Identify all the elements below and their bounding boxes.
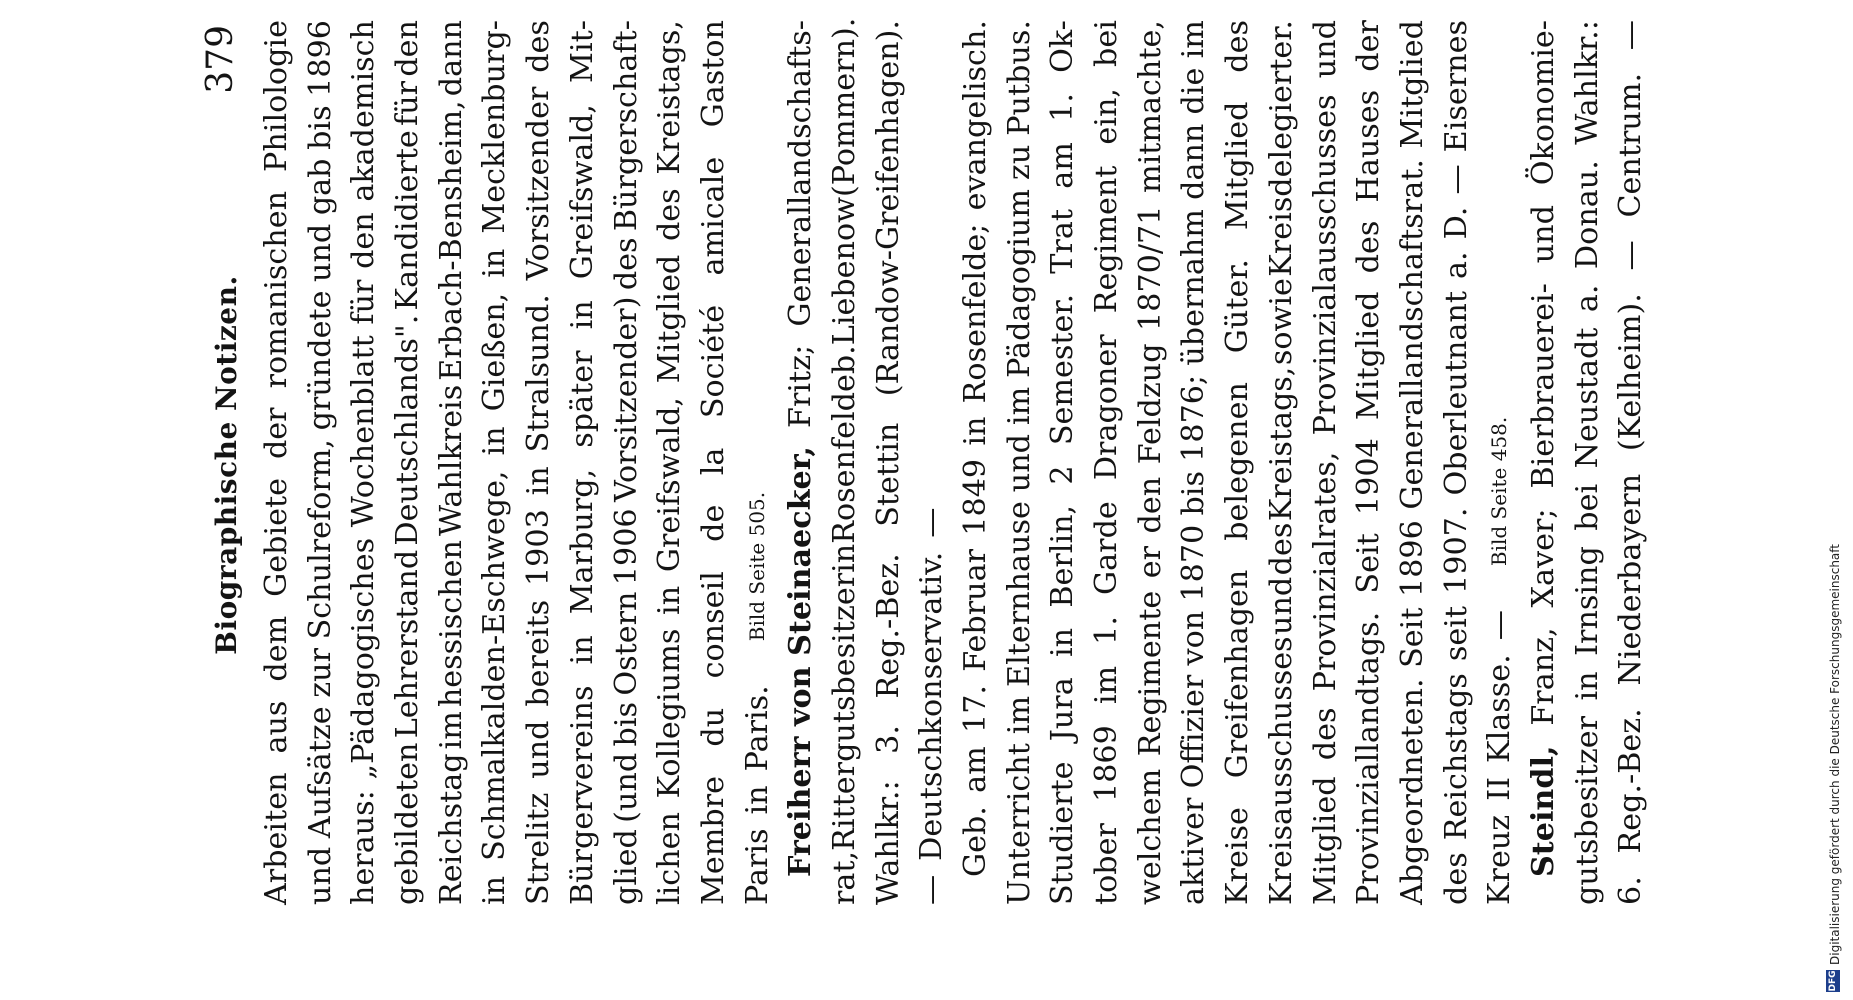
word: Mitglied [1394, 20, 1430, 149]
word: bei [1089, 20, 1125, 67]
word: Garde [1089, 501, 1125, 595]
word: Kreuz [1482, 814, 1518, 905]
word: für [346, 279, 382, 325]
word: Abgeordneten. [1394, 678, 1430, 905]
word: 1904 [1351, 438, 1387, 516]
text-line [1172, 20, 1216, 905]
word: a. [1569, 284, 1605, 313]
word: glied [608, 829, 644, 905]
word: Eisernes [1438, 20, 1474, 153]
word: gebildeten [390, 742, 426, 905]
word: sowie [1263, 278, 1299, 366]
word: akademisch [346, 20, 382, 202]
word: und [1263, 576, 1299, 635]
word: Gießen, [477, 292, 513, 412]
word: Regimente [1132, 590, 1168, 757]
word: evangelisch. [958, 20, 993, 211]
word: Bürgervereins [564, 685, 600, 905]
word: gutsbesitzer [1569, 715, 1605, 905]
word: 1906 [608, 508, 644, 586]
word: und [1001, 434, 1037, 493]
word: Kreisdelegierter. [1263, 20, 1299, 277]
word: in [739, 785, 775, 815]
text-line [692, 20, 736, 905]
word: amicale [695, 156, 731, 276]
word: Erbach-Bensheim, [433, 100, 469, 381]
word: Deutschkonservativ. [914, 551, 950, 861]
word: Generallandschaftsrat. [1394, 159, 1430, 510]
text-line [517, 20, 561, 905]
word: Provinzialausschusses [1307, 94, 1343, 436]
word: — [1482, 610, 1518, 641]
word: a. [1438, 251, 1474, 279]
word: in [652, 585, 688, 615]
body-text [255, 17, 1653, 905]
word: des [608, 237, 644, 291]
word: Marburg, [564, 468, 600, 615]
word: la [695, 447, 731, 476]
word: Mitglied [652, 254, 688, 384]
word: Société [695, 304, 731, 419]
word: Mit- [564, 20, 600, 83]
word: Paris [739, 828, 775, 905]
word: Kreise [1220, 807, 1256, 905]
word: Greifswald, [564, 104, 600, 280]
word: den [346, 212, 382, 269]
word: Güter. [1220, 258, 1256, 354]
word: in [564, 300, 600, 330]
word: des [1351, 220, 1387, 274]
word: übernahm [1176, 209, 1212, 366]
word: (und [608, 752, 644, 823]
word: Pädagogium [1001, 189, 1037, 378]
text-line [1129, 20, 1173, 905]
word: bis [1176, 471, 1212, 516]
word: II [1482, 776, 1518, 801]
word: Kandidierte [390, 130, 426, 311]
word: — [914, 507, 950, 538]
text-line [255, 20, 299, 905]
digitization-note [1822, 0, 1853, 1000]
word: „Pädagogisches [346, 537, 382, 780]
word: Paris. [739, 685, 775, 772]
text-line [648, 20, 692, 905]
word: Greifswald, [652, 396, 688, 573]
word: Schulreform, [302, 438, 338, 640]
word: Dragoner [1089, 334, 1125, 481]
word: in [564, 635, 600, 665]
word: in [826, 543, 862, 573]
word: Berlin, [1045, 504, 1081, 608]
word: in [477, 248, 513, 278]
word: dann [1176, 123, 1212, 200]
word: belegenen [1220, 382, 1256, 541]
word: Februar [958, 548, 993, 672]
word: ein, [1089, 88, 1125, 145]
word: 1896 [1394, 520, 1430, 597]
word: Ostern [608, 591, 644, 696]
word: Aufsätze [302, 706, 338, 839]
word: Elternhause [1001, 501, 1037, 687]
word: 1. [1045, 93, 1081, 122]
word: bei [1569, 483, 1605, 531]
word: im [1001, 386, 1037, 426]
word: Kreistags, [652, 20, 688, 175]
word: tober [1089, 823, 1125, 905]
word: Gebiete [259, 477, 294, 597]
text-line [473, 20, 517, 905]
text-line [386, 20, 430, 905]
word: des [1438, 852, 1474, 905]
word: Deutschlands". [390, 314, 426, 546]
word: zur [302, 648, 338, 698]
text-line [1041, 20, 1085, 905]
word: in [477, 875, 513, 905]
text-line [430, 20, 474, 905]
word: heraus: [346, 790, 382, 905]
word: in [521, 466, 557, 496]
word: Gaston [695, 20, 731, 128]
word: (Randow-Greifenhagen). [870, 20, 906, 397]
word: des [652, 188, 688, 242]
word: bereits [521, 599, 557, 707]
word: Neustadt [1569, 327, 1605, 469]
word: gab [302, 158, 338, 216]
word: er [1132, 545, 1168, 579]
text-line [736, 20, 780, 905]
word: der [259, 407, 294, 460]
text-line [867, 20, 911, 905]
word: (Pommern). [826, 17, 862, 197]
word: des [1307, 707, 1343, 761]
word: Membre [695, 775, 731, 905]
word: in [1569, 671, 1605, 701]
page-header [200, 25, 260, 905]
word: aus [259, 700, 294, 754]
word: Liebenow [826, 197, 862, 346]
word: Feldzug [1132, 343, 1168, 465]
word: Franz, [1525, 627, 1561, 726]
word: Hauses [1351, 89, 1387, 203]
word: Wahlkr.: [1569, 20, 1605, 145]
text-line [823, 17, 867, 905]
word: Reichstags [1438, 673, 1474, 841]
word: Stettin [870, 422, 906, 527]
word: Ökonomie- [1525, 20, 1561, 186]
text-line [1609, 20, 1653, 905]
word: Arbeiten [259, 772, 294, 905]
word: bis [608, 702, 644, 747]
word: Irnsing [1569, 546, 1605, 656]
word: dann [433, 20, 469, 97]
word: Rosenfelde; [958, 223, 993, 404]
word: Mitglied [1220, 101, 1256, 231]
word: 1876; [1176, 374, 1212, 462]
text-line [605, 20, 649, 905]
word: Xaver; [1525, 508, 1561, 608]
word: 1. [1089, 616, 1125, 645]
word: Philologie [259, 20, 294, 172]
word: 1907. [1438, 507, 1474, 594]
word: — [1438, 164, 1474, 195]
word: Freiherr von Steinaecker, [783, 446, 819, 877]
text-line [299, 20, 343, 905]
word: Geb. [958, 806, 993, 877]
word: Studierte [1045, 761, 1081, 905]
word: des [521, 20, 557, 73]
word: — [1613, 20, 1649, 51]
word: Centrum. [1613, 72, 1649, 218]
word: Stralsund. [521, 294, 557, 453]
word: Fritz; [783, 344, 819, 428]
word: und [521, 720, 557, 779]
word: Bierbrauerei- [1525, 283, 1561, 489]
text-line [910, 20, 954, 905]
word: Klasse. [1482, 654, 1518, 763]
word: und [302, 846, 338, 905]
word: Reichstag [433, 753, 469, 905]
text-line [1347, 20, 1391, 905]
word: und [1525, 205, 1561, 264]
word: lichen [652, 812, 688, 905]
word: Vorsitzender) [608, 296, 644, 503]
text-line [1478, 20, 1522, 905]
word: Ok- [1045, 20, 1081, 73]
word: von [1176, 610, 1212, 666]
word: den [1132, 476, 1168, 534]
word: im [1176, 20, 1212, 59]
word: mitmachte, [1132, 20, 1168, 194]
word: in [1045, 627, 1081, 658]
word: — [1613, 240, 1649, 271]
word: Seit [1394, 607, 1430, 668]
dfg-logo: DFG [1828, 970, 1838, 992]
word: b. [826, 345, 862, 375]
digitization-note-text: Digitalisierung gefördert durch die Deutsche Forschungsgemeinschaft [1828, 543, 1842, 965]
word: Putbus. [1001, 20, 1037, 136]
word: Donau. [1569, 160, 1605, 270]
word: Offizier [1176, 674, 1212, 789]
word: Provinziallandtags. [1351, 611, 1387, 905]
word: Mitglied [1351, 291, 1387, 421]
word: Rosenfelde [826, 374, 862, 544]
word: Unterricht [1001, 743, 1037, 905]
word: Generallandschafts- [783, 20, 819, 327]
word: du [695, 707, 731, 747]
word: dem [259, 615, 294, 682]
word: seit [1438, 606, 1474, 662]
word: Jura [1045, 677, 1081, 742]
word: Kollegiums [652, 628, 688, 799]
word: den [390, 20, 426, 77]
word: D. [1438, 206, 1474, 240]
text-line [779, 20, 823, 905]
word: bis [302, 105, 338, 150]
word: für [390, 80, 426, 126]
word: conseil [695, 571, 731, 679]
word: — [914, 874, 950, 905]
word: in [958, 416, 993, 446]
word: Provinzialrates, [1307, 451, 1343, 692]
word: rat, [826, 850, 862, 905]
word: 1903 [521, 509, 557, 587]
text-line [561, 20, 605, 905]
word: Reg.-Bez. [1613, 708, 1649, 854]
word: Bürgerschaft- [608, 20, 644, 232]
word: 1870/71 [1132, 205, 1168, 331]
word: 1849 [958, 458, 993, 536]
text-line [954, 20, 998, 905]
word: romanischen [259, 190, 294, 389]
text-line [1435, 20, 1479, 905]
word: am [1045, 142, 1081, 189]
word: Oberleutnant [1438, 291, 1474, 496]
word: 6. [1613, 876, 1649, 905]
word: gründete [302, 290, 338, 431]
word: zu [1001, 144, 1037, 181]
word: Lehrerstand [390, 549, 426, 739]
word: 1870 [1176, 524, 1212, 602]
word: 17. [958, 684, 993, 733]
word: im [433, 711, 469, 750]
word: des [1220, 20, 1256, 73]
word: 2 [1045, 465, 1081, 485]
image-reference: Bild Seite 458. [1487, 416, 1512, 567]
word: Schmalkalden-Eschwege, [477, 470, 513, 861]
word: Greifenhagen [1220, 569, 1256, 779]
word: 3. [870, 725, 906, 754]
word: die [1176, 67, 1212, 115]
word: welchem [1132, 768, 1168, 905]
word: Trat [1045, 208, 1081, 274]
text-line [1522, 20, 1566, 905]
word: Wahlkreis [433, 384, 469, 537]
word: im [1001, 695, 1037, 735]
word: Rittergutsbesitzer [826, 572, 862, 851]
word: Wahlkr.: [870, 780, 906, 905]
word: aktiver [1176, 797, 1212, 905]
word: später [564, 350, 600, 448]
word: hessischen [433, 540, 469, 708]
word: der [1351, 20, 1387, 72]
word: (Kelheim). [1613, 293, 1649, 452]
word: 1869 [1089, 725, 1125, 803]
text-line [1260, 20, 1304, 905]
image-reference: Bild Seite 505. [744, 491, 769, 642]
word: am [958, 746, 993, 793]
word: 1896 [302, 20, 338, 97]
word: Seit [1351, 533, 1387, 594]
word: Wochenblatt [346, 335, 382, 528]
text-line [998, 20, 1042, 905]
word: Mecklenburg- [477, 20, 513, 234]
word: Regiment [1089, 165, 1125, 314]
word: Kreisausschusses [1263, 636, 1299, 905]
word: und [1307, 20, 1343, 79]
text-line [342, 20, 386, 905]
word: Mitglied [1307, 776, 1343, 905]
text-line [1566, 20, 1610, 905]
word: de [695, 504, 731, 542]
word: im [1089, 665, 1125, 705]
word: Strelitz [521, 792, 557, 905]
word: Semester. [1045, 293, 1081, 446]
page-number: 379 [200, 25, 241, 94]
text-line [1085, 20, 1129, 905]
word: Steindl, [1525, 745, 1561, 877]
running-head: Biographische Notizen. [210, 275, 243, 655]
word: Reg.-Bez. [870, 553, 906, 699]
text-line [1216, 20, 1260, 905]
word: und [302, 223, 338, 282]
text-line [1391, 20, 1435, 905]
word: Vorsitzender [521, 86, 557, 281]
word: in [477, 426, 513, 456]
word: des [1263, 522, 1299, 576]
word: Kreistags, [1263, 366, 1299, 522]
word: Niederbayern [1613, 473, 1649, 686]
text-line [1304, 20, 1348, 905]
